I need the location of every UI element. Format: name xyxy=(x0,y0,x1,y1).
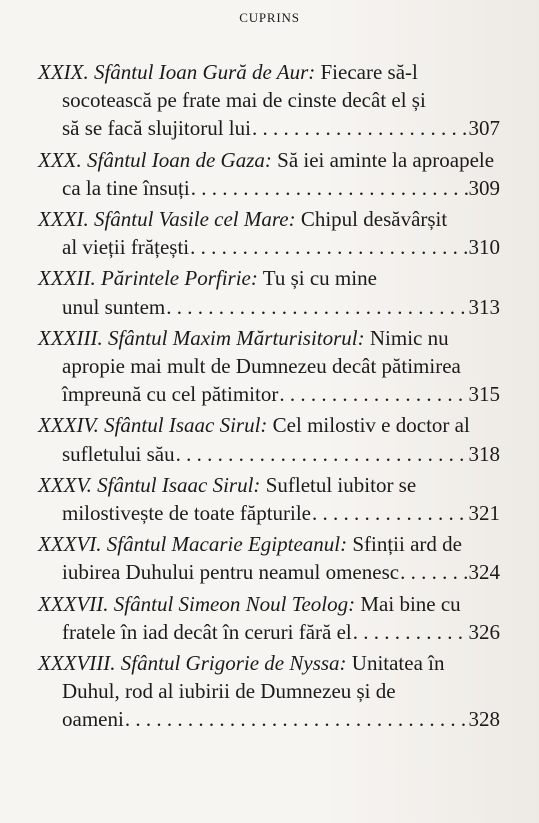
toc-entry-label: XXXIII. Sfântul Maxim Mărturisitorul: xyxy=(38,325,365,350)
toc-entry[interactable] xyxy=(38,530,500,586)
toc-entry-first-line xyxy=(38,649,500,677)
table-of-contents xyxy=(38,58,500,737)
toc-entry-text: Nimic nu xyxy=(369,325,449,350)
dot-leader xyxy=(191,174,468,202)
dot-leader xyxy=(400,558,467,586)
dot-leader xyxy=(190,233,467,261)
dot-leader xyxy=(176,440,468,468)
toc-entry-last-line xyxy=(38,293,500,321)
dot-leader xyxy=(353,618,468,646)
dot-leader xyxy=(252,114,468,142)
toc-entry-text: iubirea Duhului pentru neamul omenesc xyxy=(62,560,400,585)
toc-entry-text: al vieții frățești xyxy=(62,235,190,260)
toc-entry[interactable] xyxy=(38,324,500,409)
toc-entry-label: XXX. Sfântul Ioan de Gaza: xyxy=(38,147,272,172)
toc-entry-line xyxy=(38,86,500,114)
toc-entry-last-line xyxy=(38,618,500,646)
toc-entry-label: XXXII. Părintele Porfirie: xyxy=(38,266,258,291)
toc-entry-first-line xyxy=(38,205,500,233)
toc-entry-label: XXXVIII. Sfântul Grigorie de Nyssa: xyxy=(38,651,347,676)
dot-leader xyxy=(312,499,467,527)
toc-entry-label: XXIX. Sfântul Ioan Gură de Aur: xyxy=(38,60,316,84)
toc-page-number: 328 xyxy=(468,707,500,732)
toc-entry-text: Duhul, rod al iubirii de Dumnezeu și de xyxy=(62,679,396,704)
dot-leader xyxy=(166,293,467,321)
toc-entry-last-line xyxy=(38,705,500,733)
toc-entry[interactable] xyxy=(38,590,500,646)
toc-entry-text: Fiecare să-l xyxy=(320,60,418,84)
toc-entry-first-line xyxy=(38,58,500,86)
toc-entry-last-line xyxy=(38,440,500,468)
toc-entry-text: Chipul desăvârșit xyxy=(300,207,448,232)
toc-entry[interactable] xyxy=(38,649,500,734)
toc-entry-first-line xyxy=(38,471,500,499)
toc-entry-text: fratele în iad decât în ceruri fără el xyxy=(62,619,352,644)
toc-entry-text: Cel milostiv e doctor al xyxy=(272,413,470,438)
toc-entry-line xyxy=(38,677,500,705)
toc-entry[interactable] xyxy=(38,411,500,467)
toc-entry-text: Tu și cu mine xyxy=(262,266,377,291)
toc-entry-last-line xyxy=(38,174,500,202)
toc-entry-text: împreună cu cel pătimitor xyxy=(62,382,279,407)
toc-entry[interactable] xyxy=(38,58,500,143)
toc-page-number: 310 xyxy=(468,235,500,260)
toc-entry-label: XXXVII. Sfântul Simeon Noul Teolog: xyxy=(38,591,356,616)
toc-entry[interactable] xyxy=(38,205,500,261)
toc-entry-label: XXXV. Sfântul Isaac Sirul: xyxy=(38,472,261,497)
toc-entry-text: Sfinții ard de xyxy=(352,532,462,557)
toc-entry[interactable] xyxy=(38,264,500,320)
toc-entry-first-line xyxy=(38,590,500,618)
toc-entry-label: XXXI. Sfântul Vasile cel Mare: xyxy=(38,207,296,232)
toc-entry-line xyxy=(38,352,500,380)
toc-page-number: 307 xyxy=(468,116,500,141)
toc-entry-text: să se facă slujitorul lui xyxy=(62,116,251,141)
toc-page-number: 318 xyxy=(468,441,500,466)
toc-entry-text: oameni xyxy=(62,707,124,732)
toc-entry-label: XXXVI. Sfântul Macarie Egipteanul: xyxy=(38,532,348,557)
toc-entry-last-line xyxy=(38,499,500,527)
toc-entry-first-line xyxy=(38,264,500,292)
toc-page-number: 321 xyxy=(468,501,500,526)
dot-leader xyxy=(279,380,467,408)
toc-entry-text: unul suntem xyxy=(62,294,166,319)
toc-page-number: 313 xyxy=(468,294,500,319)
toc-entry-last-line xyxy=(38,233,500,261)
toc-entry[interactable] xyxy=(38,146,500,202)
toc-entry-first-line xyxy=(38,530,500,558)
running-header: CUPRINS xyxy=(239,10,300,25)
toc-entry-text: Sufletul iubitor se xyxy=(265,472,417,497)
toc-page-number: 315 xyxy=(468,382,500,407)
toc-entry-first-line xyxy=(38,146,500,174)
toc-entry-last-line xyxy=(38,114,500,142)
toc-entry-text: Unitatea în xyxy=(351,651,445,676)
toc-entry-text: Să iei aminte la aproapele xyxy=(277,147,495,172)
toc-entry-first-line xyxy=(38,324,500,352)
dot-leader xyxy=(125,705,468,733)
toc-entry-text: socotească pe frate mai de cinste decât el și xyxy=(62,88,426,113)
toc-entry-last-line xyxy=(38,558,500,586)
toc-entry-last-line xyxy=(38,380,500,408)
toc-page-number: 326 xyxy=(468,619,500,644)
toc-page-number: 324 xyxy=(468,560,500,585)
toc-entry-label: XXXIV. Sfântul Isaac Sirul: xyxy=(38,413,268,438)
toc-entry-text: ca la tine însuți xyxy=(62,175,190,200)
toc-entry-text: Mai bine cu xyxy=(360,591,461,616)
toc-entry-text: milostivește de toate făpturile xyxy=(62,501,312,526)
toc-page-number: 309 xyxy=(468,175,500,200)
toc-entry[interactable] xyxy=(38,471,500,527)
toc-entry-first-line xyxy=(38,411,500,439)
toc-entry-text: apropie mai mult de Dumnezeu decât pătimirea xyxy=(62,354,461,379)
toc-entry-text: sufletului său xyxy=(62,441,175,466)
